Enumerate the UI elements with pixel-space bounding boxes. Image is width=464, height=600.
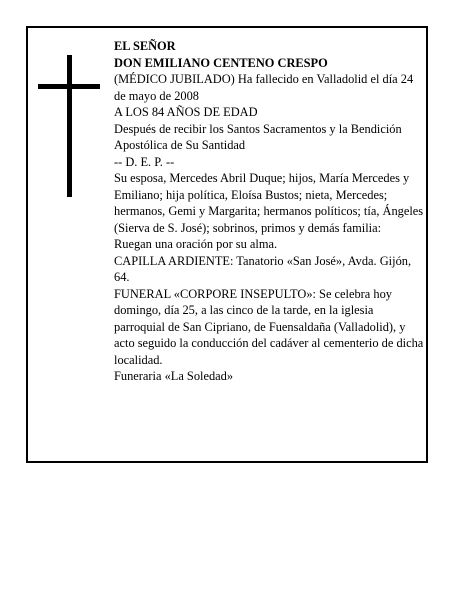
obituary-text	[114, 38, 426, 385]
funeral-home: Funeraria «La Soledad»	[114, 369, 234, 383]
deceased-name: DON EMILIANO CENTENO CRESPO	[114, 55, 328, 70]
rip-line: -- D. E. P. --	[114, 154, 175, 169]
prayer-request: Ruegan una oración por su alma.	[114, 237, 278, 251]
obituary-notice	[26, 26, 428, 463]
funeral-info: FUNERAL «CORPORE INSEPULTO»: Se celebra hoy domingo, día 25, a las cinco de la tarde, en la iglesia parroquial de San Cipriano, de Fuensaldaña (Valladolid), y acto seguido la conducción del cadáver al cementerio de dicha localidad.	[114, 286, 424, 367]
sacraments-line: Después de recibir los Santos Sacramentos y la Bendición Apostólica de Su Santidad	[114, 121, 402, 152]
honorific-title: EL SEÑOR	[114, 39, 176, 53]
cross-vertical-bar	[67, 55, 72, 197]
family-list: Su esposa, Mercedes Abril Duque; hijos, María Mercedes y Emiliano; hija política, Eloísa Bustos; nieta, Mercedes; hermanos, Gemi y Margarita; hermanos políticos; tía, Ángeles (Sierva de S. José); sobrinos, primos y demás familia:	[114, 171, 424, 235]
age-line: A LOS 84 AÑOS DE EDAD	[114, 105, 258, 119]
chapel-info: CAPILLA ARDIENTE: Tanatorio «San José», Avda. Gijón, 64.	[114, 253, 412, 284]
death-announcement: (MÉDICO JUBILADO) Ha fallecido en Valladolid el día 24 de mayo de 2008	[114, 72, 414, 103]
cross-horizontal-bar	[38, 84, 100, 89]
